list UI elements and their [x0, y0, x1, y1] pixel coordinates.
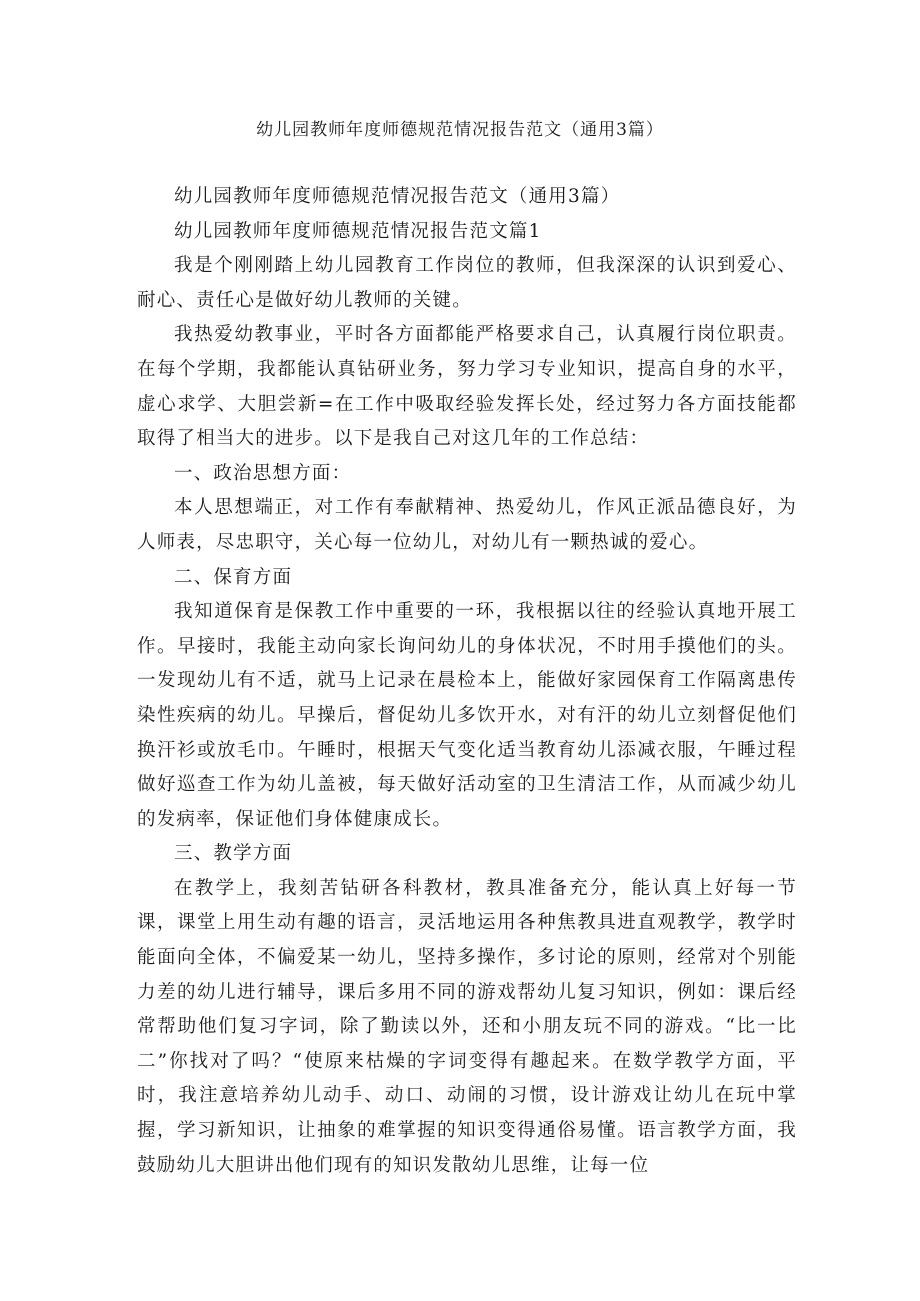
paragraph: 本人思想端正，对工作有奉献精神、热爱幼儿，作风正派品德良好，为人师表，尽忠职守，关心每一位幼儿，对幼儿有一颗热诚的爱心。: [137, 497, 797, 553]
paragraph: 在教学上，我刻苦钻研各科教材，教具准备充分，能认真上好每一节课，课堂上用生动有趣的语言，灵活地运用各种焦教具进直观教学，教学时能面向全体，不偏爱某一幼儿，坚持多操作，多讨论的原则，经常对个别能力差的幼儿进行辅导，课后多用不同的游戏帮幼儿复习知识，例如：课后经常帮助他们复习字词，除了勤读以外，还和小朋友玩不同的游戏。“比一比二”你找对了吗？“使原来枯燥的字词变得有趣起来。在数学教学方面，平时，我注意培养幼儿动手、动口、动闹的习惯，设计游戏让幼儿在玩中掌握，学习新知识，让抽象的难掌握的知识变得通俗易懂。语言教学方面，我鼓励幼儿大胆讲出他们现有的知识发散幼儿思维，让每一位: [137, 877, 797, 1176]
paragraph: 我知道保育是保教工作中重要的一环，我根据以往的经验认真地开展工作。早接时，我能主动向家长询问幼儿的身体状况，不时用手摸他们的头。一发现幼儿有不适，就马上记录在晨检本上，能做好家园保育工作隔离患传染性疾病的幼儿。早操后，督促幼儿多饮开水，对有汗的幼儿立刻督促他们换汗衫或放毛巾。午睡时，根据天气变化适当教育幼儿添减衣服，午睡过程做好巡查工作为幼儿盖被，每天做好活动室的卫生清洁工作，从而减少幼儿的发病率，保证他们身体健康成长。: [137, 601, 797, 830]
subsection-heading: 二、保育方面: [174, 566, 293, 588]
subsection-heading: 一、政治思想方面：: [174, 462, 352, 484]
subtitle: 幼儿园教师年度师德规范情况报告范文（通用3篇）: [174, 186, 621, 207]
subsection-heading: 三、教学方面: [174, 843, 293, 865]
document-title: 幼儿园教师年度师德规范情况报告范文（通用3篇）: [256, 120, 664, 140]
document-body: [137, 180, 797, 1183]
paragraph: 我是个刚刚踏上幼儿园教育工作岗位的教师，但我深深的认识到爱心、耐心、责任心是做好幼儿教师的关键。: [137, 255, 797, 311]
section-heading: 幼儿园教师年度师德规范情况报告范文篇1: [174, 220, 542, 242]
paragraph: 我热爱幼教事业，平时各方面都能严格要求自己，认真履行岗位职责。在每个学期，我都能认真钻研业务，努力学习专业知识，提高自身的水平，虚心求学、大胆尝新=在工作中吸取经验发挥长处，经过努力各方面技能都取得了相当大的进步。以下是我自己对这几年的工作总结：: [137, 324, 797, 450]
